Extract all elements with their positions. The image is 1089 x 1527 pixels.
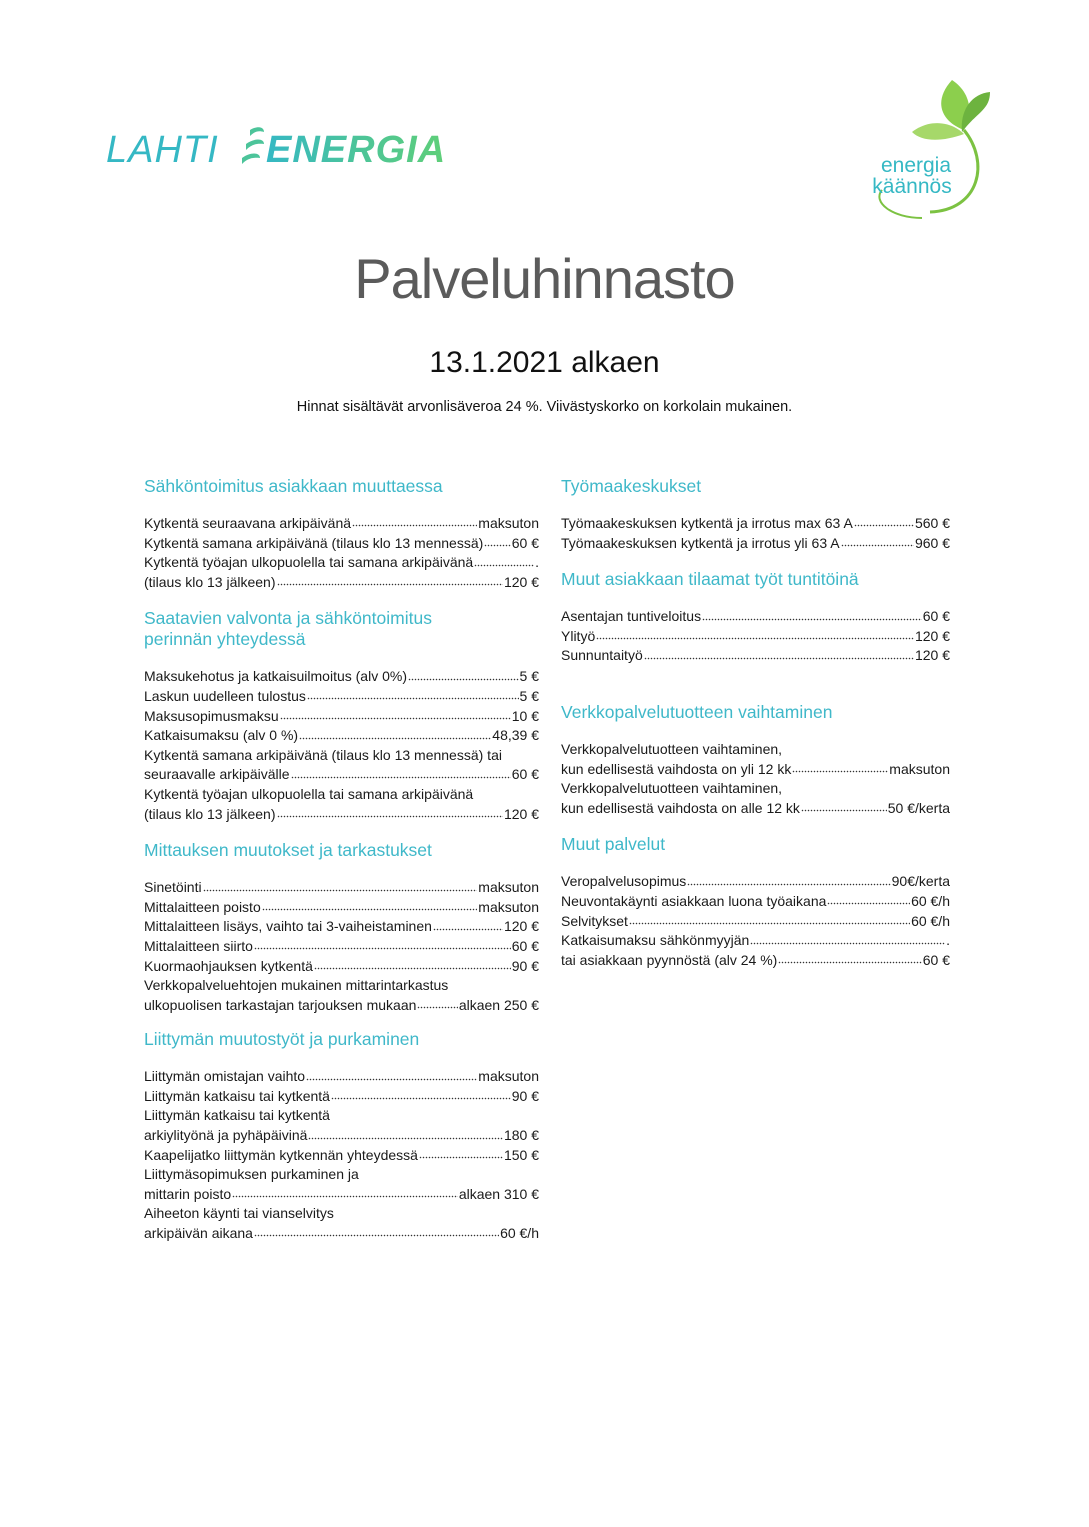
price-line <box>144 785 539 805</box>
price-line <box>561 779 950 799</box>
price-section <box>144 608 539 824</box>
price-line-label: Työmaakeskuksen kytkentä ja irrotus yli 63 A <box>561 534 840 551</box>
price-line-label: Kytkentä seuraavana arkipäivänä <box>144 515 352 531</box>
price-line <box>561 760 950 780</box>
dot-leader <box>702 607 922 621</box>
dot-leader <box>419 1146 503 1160</box>
price-line-label: Mittalaitteen lisäys, vaihto tai 3-vaiheistaminen <box>144 918 432 935</box>
price-value: 90€/kerta <box>891 873 950 890</box>
price-line <box>144 687 539 707</box>
section-title: Muut asiakkaan tilaamat työt tuntitöinä <box>561 569 859 590</box>
dot-leader <box>792 760 888 774</box>
price-value: alkaen 250 € <box>458 996 539 1013</box>
badge-line-2: käännös <box>872 175 952 198</box>
price-value: 60 € <box>922 608 950 625</box>
price-line <box>144 805 539 825</box>
price-value: 60 €/h <box>500 1225 539 1242</box>
price-line <box>144 976 539 996</box>
price-value: maksuton <box>478 879 539 896</box>
dot-leader <box>277 573 503 587</box>
price-line <box>144 898 539 918</box>
price-line-label: Mittalaitteen poisto <box>144 898 261 915</box>
price-line-label: Kytkentä samana arkipäivänä (tilaus klo 13 mennessä) <box>144 534 484 551</box>
right-column <box>561 476 950 970</box>
price-section <box>561 476 950 553</box>
dot-leader <box>307 687 519 701</box>
price-value: 60 € <box>511 766 539 783</box>
price-line <box>561 931 950 951</box>
dot-leader <box>433 917 503 931</box>
price-line-label: Sinetöinti <box>144 879 202 896</box>
dot-leader <box>314 957 511 971</box>
price-line <box>561 799 950 819</box>
price-line <box>144 573 539 593</box>
price-line-label: Katkaisumaksu sähkönmyyjän <box>561 932 750 949</box>
price-line-label: kun edellisestä vaihdosta on yli 12 kk <box>561 760 792 777</box>
dot-leader <box>484 534 510 548</box>
price-value: 60 €/h <box>911 912 950 929</box>
dot-leader <box>841 534 914 548</box>
price-line <box>561 607 950 627</box>
price-value: 960 € <box>914 534 950 551</box>
price-line-label: Liittymän katkaisu tai kytkentä <box>144 1107 330 1124</box>
dot-leader <box>291 765 511 779</box>
price-value: maksuton <box>478 898 539 915</box>
price-line <box>561 534 950 554</box>
price-line-label: Asentajan tuntiveloitus <box>561 608 702 625</box>
price-line <box>561 627 950 647</box>
price-value: 10 € <box>511 707 539 724</box>
price-value: 60 €/h <box>911 892 950 909</box>
price-line <box>144 878 539 898</box>
dot-leader <box>854 514 914 528</box>
dot-leader <box>417 996 457 1010</box>
price-section <box>561 569 950 666</box>
price-section <box>144 1029 539 1243</box>
price-line-label: Liittymän katkaisu tai kytkentä <box>144 1087 330 1104</box>
price-line-label: Kytkentä työajan ulkopuolella tai samana arkipäivänä <box>144 785 474 802</box>
price-line-label: (tilaus klo 13 jälkeen) <box>144 573 276 590</box>
section-title: Työmaakeskukset <box>561 476 702 496</box>
dot-leader <box>596 627 914 641</box>
price-line-label: ulkopuolisen tarkastajan tarjouksen mukaan <box>144 996 417 1013</box>
section-title: Saatavien valvonta ja sähköntoimitus perinnän yhteydessä <box>144 608 432 650</box>
price-value: 180 € <box>503 1127 539 1144</box>
price-line <box>144 707 539 727</box>
price-value: . <box>535 554 539 571</box>
price-line <box>144 514 539 534</box>
dot-leader <box>778 951 921 965</box>
price-line-label: arkiylityönä ja pyhäpäivinä <box>144 1127 308 1144</box>
price-line-label: Työmaakeskuksen kytkentä ja irrotus max 63 A <box>561 515 853 531</box>
logo-wave-icon <box>242 127 264 164</box>
dot-leader <box>629 912 910 926</box>
price-section <box>144 476 539 592</box>
price-line-label: Katkaisumaksu (alv 0 %) <box>144 727 299 744</box>
section-title: Liittymän muutostyöt ja purkaminen <box>144 1029 420 1050</box>
price-value: 120 € <box>914 647 950 664</box>
price-value: alkaen 310 € <box>458 1185 539 1202</box>
price-line-label: Maksusopimusmaksu <box>144 707 279 724</box>
price-line <box>144 1204 539 1224</box>
price-line-label: Mittalaitteen siirto <box>144 937 253 954</box>
dot-leader <box>750 931 945 945</box>
price-line <box>144 996 539 1016</box>
price-line <box>561 646 950 666</box>
dot-leader <box>352 514 477 528</box>
price-line-label: Liittymäsopimuksen purkaminen ja <box>144 1166 359 1183</box>
price-line-label: tai asiakkaan pyynnöstä (alv 24 %) <box>561 951 778 968</box>
price-line <box>561 514 950 534</box>
price-line-label: Maksukehotus ja katkaisuilmoitus (alv 0%) <box>144 668 407 685</box>
price-value: 50 €/kerta <box>887 799 950 816</box>
price-line-label: seuraavalle arkipäivälle <box>144 766 290 783</box>
price-line-label: Neuvontakäynti asiakkaan luona työaikana <box>561 892 827 909</box>
price-line-label: Verkkopalveluehtojen mukainen mittarintarkastus <box>144 977 449 994</box>
dot-leader <box>308 1126 503 1140</box>
price-line-label: Kaapelijatko liittymän kytkennän yhteydessä <box>144 1146 418 1163</box>
price-line <box>144 667 539 687</box>
dot-leader <box>254 1224 499 1238</box>
price-value: 5 € <box>519 687 539 704</box>
price-line-label: Sunnuntaityö <box>561 647 643 664</box>
badge-line-1: energia <box>880 154 952 177</box>
dot-leader <box>687 872 890 886</box>
price-line <box>561 872 950 892</box>
section-title: Sähköntoimitus asiakkaan muuttaessa <box>144 476 443 496</box>
price-line-label: Kytkentä työajan ulkopuolella tai samana arkipäivänä <box>144 554 474 571</box>
price-line-label: Liittymän omistajan vaihto <box>144 1068 306 1085</box>
price-line <box>144 1087 539 1107</box>
price-value: 120 € <box>503 805 539 822</box>
svg-text:ENERGIA: ENERGIA <box>266 129 447 171</box>
price-line <box>561 740 950 760</box>
price-line <box>144 746 539 766</box>
price-line-label: Kytkentä samana arkipäivänä (tilaus klo 13 mennessä) tai <box>144 746 502 763</box>
dot-leader <box>801 799 887 813</box>
section-title: Muut palvelut <box>561 834 666 855</box>
price-line-label: (tilaus klo 13 jälkeen) <box>144 805 276 822</box>
price-line-label: kun edellisestä vaihdosta on alle 12 kk <box>561 799 800 816</box>
price-section <box>144 840 539 1015</box>
price-line <box>144 534 539 554</box>
dot-leader <box>306 1067 477 1081</box>
dot-leader <box>280 707 511 721</box>
price-line-label: Ylityö <box>561 627 596 644</box>
dot-leader <box>408 667 519 681</box>
price-line <box>561 951 950 971</box>
price-line <box>144 1224 539 1244</box>
effective-date: 13.1.2021 alkaen <box>429 346 660 379</box>
dot-leader <box>277 805 503 819</box>
price-line-label: Selvitykset <box>561 912 628 929</box>
price-line <box>144 1165 539 1185</box>
price-line <box>144 1067 539 1087</box>
dot-leader <box>254 937 511 951</box>
vat-note: Hinnat sisältävät arvonlisäveroa 24 %. Viivästyskorko on korkolain mukainen. <box>296 399 793 415</box>
dot-leader <box>299 726 491 740</box>
price-line <box>561 892 950 912</box>
price-line <box>144 726 539 746</box>
price-line <box>144 1185 539 1205</box>
lahti-energia-logo <box>106 118 476 178</box>
dot-leader <box>232 1185 458 1199</box>
price-value: maksuton <box>478 1068 539 1085</box>
price-line <box>144 957 539 977</box>
price-value: 90 € <box>511 1087 539 1104</box>
price-line-label: Veropalvelusopimus <box>561 873 687 890</box>
svg-text:LAHTI: LAHTI <box>106 129 219 171</box>
left-column <box>144 476 539 1244</box>
price-line-label: Kuormaohjauksen kytkentä <box>144 957 313 974</box>
price-value: 60 € <box>511 937 539 954</box>
page-title: Palveluhinnasto <box>354 247 735 310</box>
dot-leader <box>331 1087 511 1101</box>
price-line-label: Aiheeton käynti tai vianselvitys <box>144 1205 334 1222</box>
price-value: maksuton <box>478 515 539 531</box>
price-line <box>144 553 539 573</box>
price-section <box>561 834 950 970</box>
dot-leader <box>827 892 910 906</box>
price-line <box>144 765 539 785</box>
price-value: 150 € <box>503 1146 539 1163</box>
price-value: 90 € <box>511 957 539 974</box>
energiakaannos-badge <box>852 72 992 222</box>
price-line <box>144 1146 539 1166</box>
price-section <box>561 702 950 818</box>
price-value: 48,39 € <box>492 727 539 744</box>
price-line-label: Verkkopalvelutuotteen vaihtaminen, <box>561 780 783 797</box>
price-line-label: Verkkopalvelutuotteen vaihtaminen, <box>561 740 783 757</box>
price-line-label: mittarin poisto <box>144 1185 232 1202</box>
price-line <box>144 917 539 937</box>
price-value: 120 € <box>503 573 539 590</box>
price-line-label: Laskun uudelleen tulostus <box>144 687 306 704</box>
price-line-label: arkipäivän aikana <box>144 1225 253 1242</box>
price-value: maksuton <box>889 760 950 777</box>
dot-leader <box>474 553 534 567</box>
price-value: 5 € <box>519 668 539 685</box>
price-value: 60 € <box>922 951 950 968</box>
price-line <box>144 1106 539 1126</box>
price-value: 560 € <box>914 515 950 531</box>
price-line <box>144 937 539 957</box>
section-title: Mittauksen muutokset ja tarkastukset <box>144 840 432 861</box>
dot-leader <box>262 898 478 912</box>
price-value: 120 € <box>914 627 950 644</box>
dot-leader <box>203 878 478 892</box>
price-line <box>561 912 950 932</box>
section-title: Verkkopalvelutuotteen vaihtaminen <box>561 701 833 722</box>
dot-leader <box>644 646 914 660</box>
price-value: . <box>946 932 950 949</box>
price-line <box>144 1126 539 1146</box>
price-value: 60 € <box>511 534 539 551</box>
price-value: 120 € <box>503 918 539 935</box>
